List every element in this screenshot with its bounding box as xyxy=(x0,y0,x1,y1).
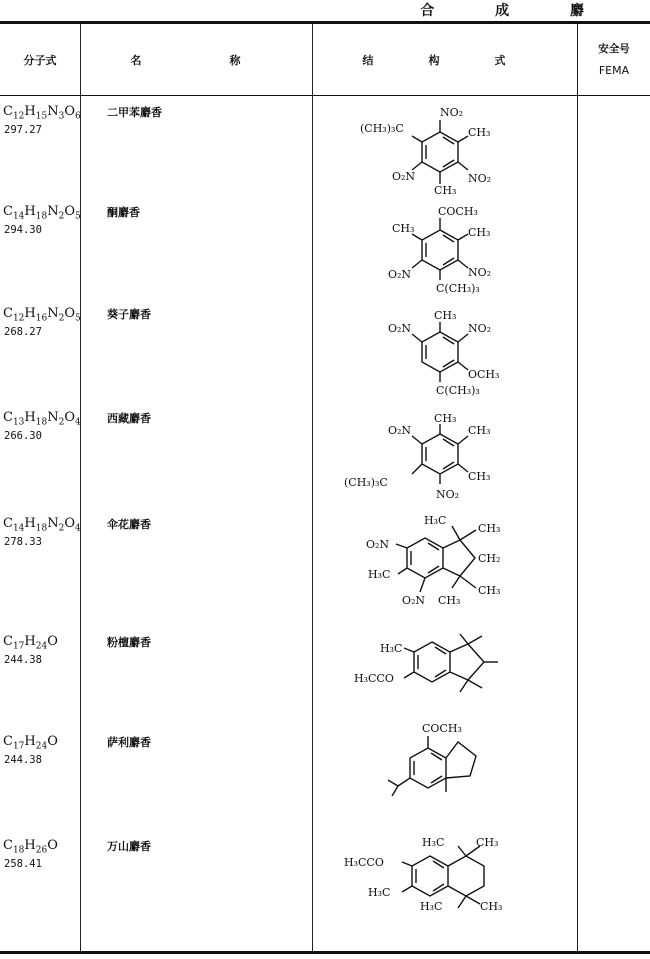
structure-diagram xyxy=(340,516,520,612)
label-nitro: O₂N xyxy=(388,268,412,281)
header-rule xyxy=(0,95,650,96)
molecular-weight: 278.33 xyxy=(4,536,42,548)
label-tert-butyl: C(CH₃)₃ xyxy=(436,384,480,397)
header-formula: 分子式 xyxy=(23,53,57,67)
molecular-weight: 266.30 xyxy=(4,430,42,442)
compound-name: 萨利麝香 xyxy=(107,736,151,749)
header-name: 名 称 xyxy=(130,53,263,67)
label-methyl: H₃C xyxy=(424,514,447,527)
label-methyl: CH₃ xyxy=(392,222,415,235)
column-divider xyxy=(312,24,313,951)
label-nitro: O₂N xyxy=(388,424,412,437)
structure-diagram xyxy=(340,634,520,730)
structure-diagram xyxy=(340,722,520,830)
compound-name: 万山麝香 xyxy=(107,840,151,853)
column-divider xyxy=(80,24,81,951)
molecular-formula: $C_{12}H_{15}N_3O_6$ xyxy=(3,104,81,122)
label-methyl: H₃C xyxy=(368,886,391,899)
label-methoxy: OCH₃ xyxy=(468,368,500,381)
compound-name: 伞花麝香 xyxy=(107,518,151,531)
compound-name: 酮麝香 xyxy=(107,206,140,219)
structure-diagram xyxy=(340,410,520,506)
label-methyl: CH₃ xyxy=(478,522,501,535)
label-tert-butyl: (CH₃)₃C xyxy=(344,476,388,489)
structure-diagram xyxy=(340,104,520,200)
compound-name: 粉檀麝香 xyxy=(107,636,151,649)
label-methyl: CH₃ xyxy=(434,309,457,322)
label-methylene: CH₂ xyxy=(478,552,501,565)
label-methyl: CH₃ xyxy=(434,184,457,197)
molecular-weight: 244.38 xyxy=(4,654,42,666)
label-methyl: CH₃ xyxy=(476,836,499,849)
molecular-formula: $C_{17}H_{24}O$ xyxy=(3,734,58,752)
molecular-weight: 258.41 xyxy=(4,858,42,870)
molecular-weight: 268.27 xyxy=(4,326,42,338)
molecular-weight: 244.38 xyxy=(4,754,42,766)
molecular-formula: $C_{18}H_{26}O$ xyxy=(3,838,58,856)
label-nitro: NO₂ xyxy=(468,322,492,335)
label-nitro: O₂N xyxy=(388,322,412,335)
molecular-formula: $C_{14}H_{18}N_2O_4$ xyxy=(3,516,81,534)
label-nitro: O₂N xyxy=(366,538,390,551)
page-title: 合 成 麝 xyxy=(420,3,612,19)
label-nitro: O₂N xyxy=(392,170,416,183)
header-fema xyxy=(578,24,650,95)
label-nitro: NO₂ xyxy=(436,488,460,501)
header-structure: 结 构 式 xyxy=(362,53,528,67)
compound-name: 二甲苯麝香 xyxy=(107,106,162,119)
bottom-rule xyxy=(0,951,650,954)
header-fema-en: FEMA xyxy=(598,63,630,77)
structure-diagram xyxy=(340,838,520,934)
label-acetyl: COCH₃ xyxy=(422,722,462,735)
compound-name: 葵子麝香 xyxy=(107,308,151,321)
label-methyl: CH₃ xyxy=(434,412,457,425)
label-methyl: H₃C xyxy=(380,642,403,655)
label-methyl: H₃C xyxy=(368,568,391,581)
label-acetyl: COCH₃ xyxy=(438,205,478,218)
molecular-formula: $C_{13}H_{18}N_2O_4$ xyxy=(3,410,81,428)
label-methyl: CH₃ xyxy=(480,900,503,913)
compound-name: 西藏麝香 xyxy=(107,412,151,425)
molecular-formula: $C_{14}H_{18}N_2O_5$ xyxy=(3,204,81,222)
molecular-formula: $C_{17}H_{24}O$ xyxy=(3,634,58,652)
structure-diagram xyxy=(340,204,520,300)
label-nitro: O₂N xyxy=(402,594,426,607)
label-nitro: NO₂ xyxy=(440,106,464,119)
label-nitro: NO₂ xyxy=(468,266,492,279)
molecular-formula: $C_{12}H_{16}N_2O_5$ xyxy=(3,306,81,324)
label-nitro: NO₂ xyxy=(468,172,492,185)
label-methyl: CH₃ xyxy=(468,424,491,437)
label-methyl: CH₃ xyxy=(468,470,491,483)
label-acetyl: H₃CCO xyxy=(354,672,394,685)
label-methyl: CH₃ xyxy=(468,126,491,139)
molecular-weight: 297.27 xyxy=(4,124,42,136)
label-acetyl: H₃CCO xyxy=(344,856,384,869)
column-divider xyxy=(577,24,578,951)
label-methyl: CH₃ xyxy=(478,584,501,597)
label-methyl: H₃C xyxy=(422,836,445,849)
structure-diagram xyxy=(340,306,520,402)
label-methyl: CH₃ xyxy=(468,226,491,239)
label-tert-butyl: (CH₃)₃C xyxy=(360,122,404,135)
label-methyl: CH₃ xyxy=(438,594,461,607)
molecular-weight: 294.30 xyxy=(4,224,42,236)
header-fema-cn: 安全号 xyxy=(598,42,630,55)
label-tert-butyl: C(CH₃)₃ xyxy=(436,282,480,295)
label-methyl: H₃C xyxy=(420,900,443,913)
